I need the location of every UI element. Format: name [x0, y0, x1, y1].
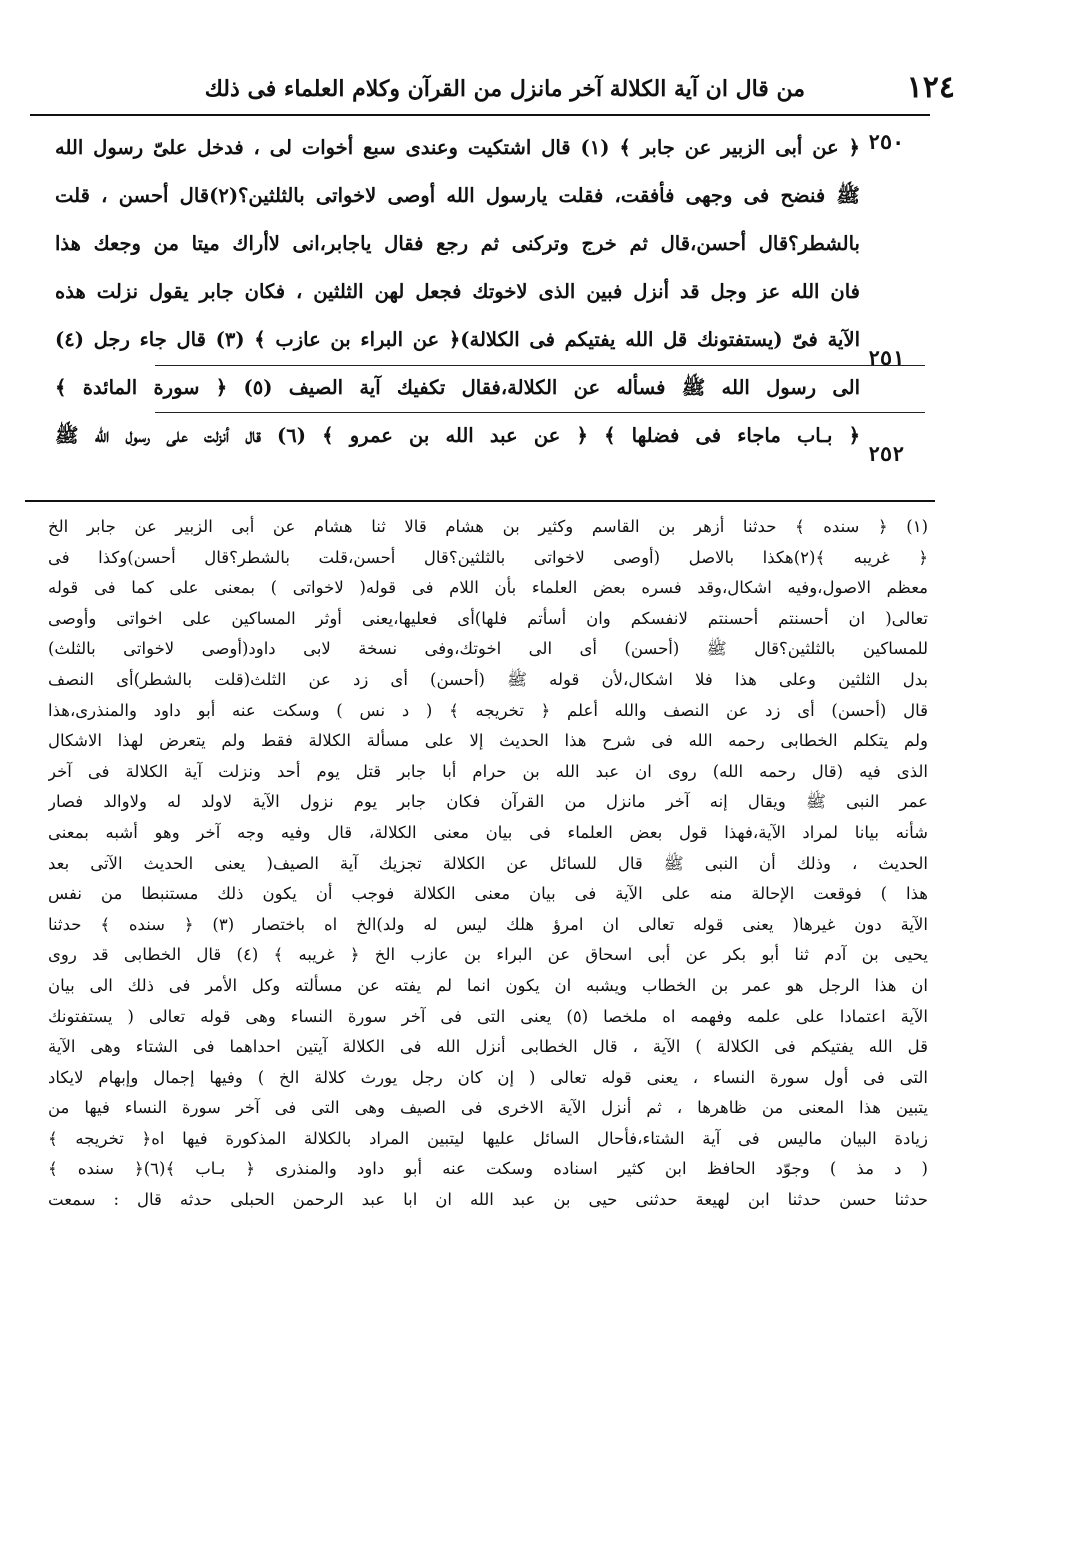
- header-rule: [30, 114, 930, 116]
- main-text: [55, 124, 860, 460]
- main-line: ﴿ عن أبى الزبير عن جابر ﴾ (١) قال اشتكيت وعندى سبع أخوات لى ، فدخل علىّ رسول الله: [55, 136, 860, 159]
- hadith-number: ٢٥١: [868, 346, 905, 370]
- hadith-number: ٢٥٢: [868, 442, 905, 466]
- note-line: زيادة البيان ماليس فى آية الشتاء،فأحال السائل عليها ليتبين المراد بالكلالة المذكورة فيها اه﴿ تخريجه ﴾: [48, 1128, 928, 1148]
- note-line: عمر النبى ﷺ ويقال إنه آخر مانزل من القرآن فكان جابر يوم نزول الآية لاولد له ولاوالد فصار: [48, 792, 928, 812]
- note-line: ﴿ غريبه ﴾(٢)هكذا بالاصل (أوصى لاخواتى بالثلثين؟قال أحسن،قلت بالشطر؟قال أحسن)وكذا فى: [48, 547, 928, 567]
- note-line: للمساكين بالثلثين؟قال ﷺ (أحسن) أى الى اخوتك،وفى نسخة لابى داود(أوصى لاخواتى بالثلث): [48, 639, 928, 659]
- hadith-number: ٢٥٠: [868, 130, 905, 154]
- note-line: يتبين هذا المعنى من ظاهرها ، ثم أنزل الآية الاخرى فى الصيف وهى التى فى آخر سورة النساء فيها من: [48, 1098, 928, 1118]
- section-rule: [155, 412, 925, 413]
- note-line: قال (أحسن) أى زد عن النصف والله أعلم ﴿ تخريجه ﴾ ( د نس ) وسكت عنه أبو داود والمنذرى،هذا: [48, 700, 928, 720]
- note-line: شأنه بيانا لمراد الآية،فهذا قول بعض العلماء فى بيان معنى الكلالة، قال وفيه وجه آخر وهو أشبه بمعنى: [48, 822, 928, 842]
- note-line: الآية اعتمادا على علمه وفهمه اه ملخصا (٥) يعنى التى فى آخر سورة النساء وهى قوله تعالى ( يستفتونك: [48, 1006, 928, 1026]
- page-number: ١٢٤: [906, 70, 955, 105]
- note-line: ( د مذ ) وجوّد الحافظ ابن كثير اسناده وسكت عنه أبو داود والمنذرى ﴿ بـاب ﴾(٦)﴿ سنده ﴾: [48, 1159, 928, 1179]
- note-line: معظم الاصول،وفيه اشكال،وقد فسره بعض العلماء بأن اللام فى قوله( لاخواتى ) بمعنى على كما فى قوله: [48, 578, 928, 598]
- main-line: ﴿ بـاب ماجاء فى فضلها ﴾ ﴿ عن عبد الله بن عمرو ﴾ (٦) قال أنزلت على رسول الله ﷺ: [55, 424, 860, 447]
- main-line: الى رسول الله ﷺ فسأله عن الكلالة،فقال تكفيك آية الصيف (٥) ﴿ سورة المائدة ﴾: [55, 376, 860, 399]
- main-line: الآية فىّ (يستفتونك قل الله يفتيكم فى الكلالة)﴿ عن البراء بن عازب ﴾ (٣) قال جاء رجل (٤): [55, 328, 860, 351]
- footnote-rule: [25, 500, 935, 502]
- note-line: الحديث ، وذلك أن النبى ﷺ قال للسائل عن الكلالة تجزيك آية الصيف( يعنى الحديث الآتى بعد: [48, 853, 928, 873]
- note-line: (١) ﴿ سنده ﴾ حدثنا أزهر بن القاسم وكثير بن هشام قالا ثنا هشام عن أبى الزبير عن جابر الخ: [48, 517, 928, 536]
- section-rule: [155, 365, 925, 366]
- note-line: حدثنا حسن حدثنا ابن لهيعة حدثنى حيى بن عبد الله ان ابا عبد الرحمن الحبلى حدثه قال : سمعت: [48, 1190, 928, 1210]
- note-line: التى فى أول سورة النساء ، يعنى قوله تعالى ( إن كان رجل يورث كلالة الخ ) وفيها إجمال وإبهام لايكاد: [48, 1067, 928, 1087]
- note-line: يحيى بن آدم ثنا أبو بكر عن أبى اسحاق عن البراء بن عازب الخ ﴿ غريبه ﴾ (٤) قال الخطابى قد روى: [48, 945, 928, 965]
- note-line: الذى فيه (قال رحمه الله) روى ان عبد الله بن حرام أبا جابر قتل يوم أحد ونزلت آية الكلالة فى آخر: [48, 761, 928, 781]
- main-line: فان الله عز وجل قد أنزل فبين الذى لاخوتك فجعل لهن الثلثين ، فكان جابر يقول نزلت هذه: [55, 280, 860, 303]
- main-line: ﷺ فنضح فى وجهى فأفقت، فقلت يارسول الله أوصى لاخواتى بالثلثين؟(٢)قال أحسن ، قلت: [55, 184, 860, 207]
- note-line: تعالى( ان أحسنتم أحسنتم لانفسكم وان أسأتم فلها)أى فعليها،يعنى أوثر المساكين على اخواتى وأوصى: [48, 608, 928, 628]
- footnotes: [48, 512, 928, 1216]
- note-line: ان هذا الرجل هو عمر بن الخطاب ويشبه ان يكون انما لم يفته عن مسألته وكل الأمر فى ذلك الى بيان: [48, 975, 928, 995]
- running-title: من قال ان آية الكلالة آخر مانزل من القرآن وكلام العلماء فى ذلك: [204, 76, 805, 102]
- note-line: قل الله يفتيكم فى الكلالة ) الآية ، قال الخطابى أنزل الله فى الكلالة آيتين احداهما فى الشتاء وهى الآية: [48, 1037, 928, 1057]
- note-line: الآية دون غيرها( يعنى قوله تعالى ان امرؤ هلك ليس له ولد)الخ اه باختصار (٣) ﴿ سنده ﴾ حدثنا: [48, 914, 928, 934]
- page-header: [95, 68, 955, 108]
- main-line: بالشطر؟قال أحسن،قال ثم خرج وتركنى ثم رجع فقال ياجابر،انى لاأراك ميتا من وجعك هذا: [55, 232, 860, 255]
- note-line: ولم يتكلم الخطابى رحمه الله فى شرح هذا الحديث إلا على مسألة الكلالة فقط ولم يتعرض لهذا الاشكال: [48, 731, 928, 751]
- note-line: بدل الثلثين وعلى هذا فلا اشكال،لأن قوله ﷺ (أحسن) أى زد عن الثلث(قلت بالشطر)أى النصف: [48, 669, 928, 689]
- note-line: هذا ) فوقعت الإحالة منه على الآية فى بيان معنى الكلالة فوجب أن يكون ذلك مستنبطا من نفس: [48, 884, 928, 904]
